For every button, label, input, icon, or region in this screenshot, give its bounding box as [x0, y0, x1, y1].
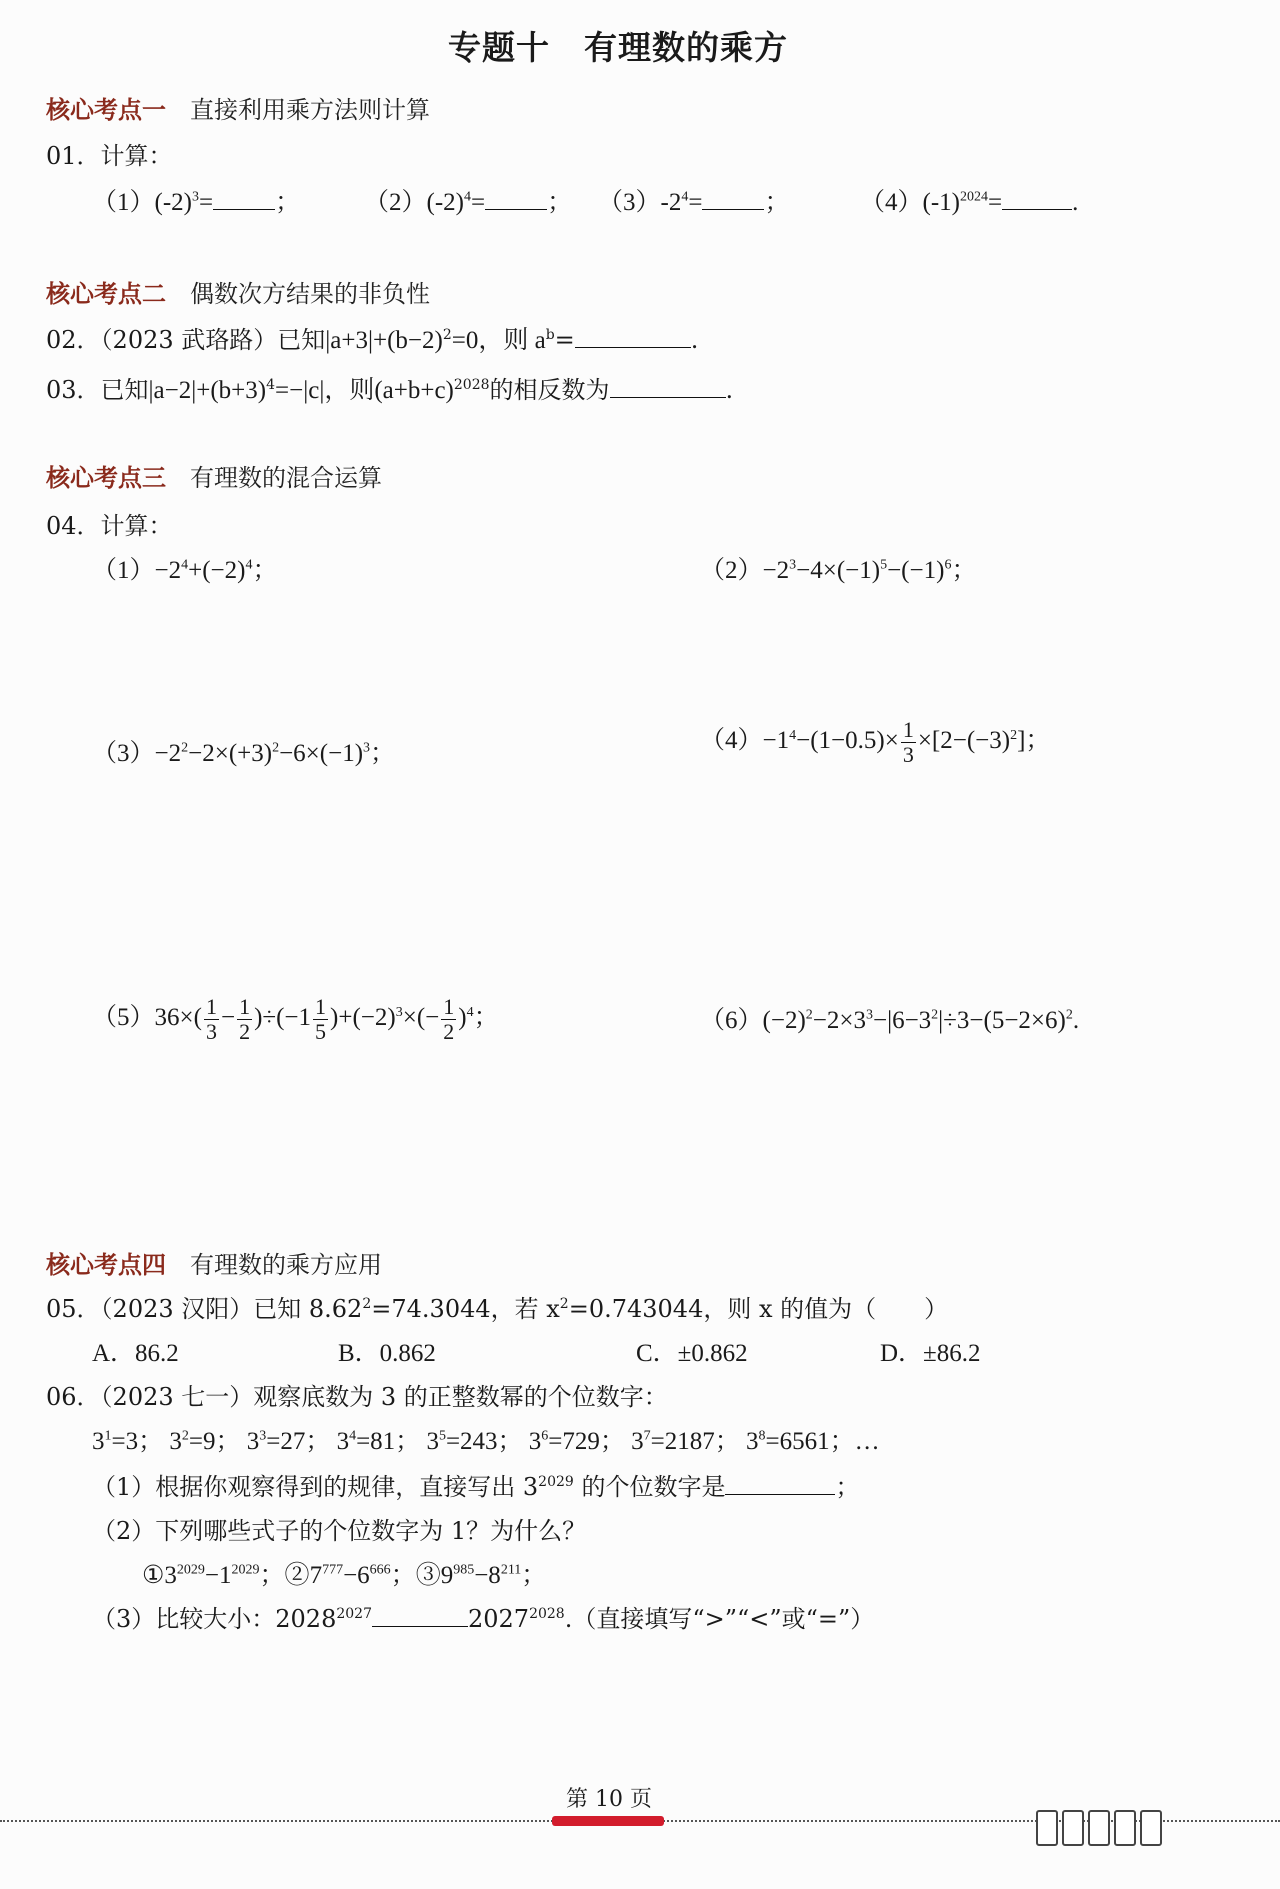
- item-mark: ②: [284, 1562, 310, 1589]
- exponent: 2: [1065, 1007, 1073, 1023]
- fraction: [901, 718, 916, 767]
- punct: ；: [521, 1562, 547, 1589]
- power-value: =6561；…: [765, 1428, 880, 1455]
- denominator: 2: [443, 1019, 455, 1044]
- punct: ；: [951, 557, 977, 584]
- question-source: （2023 七一）: [100, 1383, 254, 1411]
- section-4-label: 核心考点四: [46, 1251, 166, 1279]
- section-3-label: 核心考点三: [46, 464, 166, 492]
- numerator: 1: [315, 994, 327, 1019]
- exponent: 2029: [231, 1562, 260, 1578]
- numerator: 1: [205, 994, 217, 1019]
- item-number: （2）: [364, 189, 427, 216]
- exponent: 2027: [336, 1606, 372, 1622]
- exponent: 8: [758, 1428, 766, 1444]
- fraction: [237, 995, 252, 1044]
- question-text: （3）比较大小：2028: [92, 1605, 337, 1633]
- section-4-heading: [46, 1245, 382, 1280]
- exponent: 4: [181, 557, 189, 573]
- section-3-topic: 有理数的混合运算: [190, 464, 382, 492]
- answer-blank[interactable]: [372, 1604, 468, 1627]
- exponent: 777: [322, 1562, 344, 1578]
- denominator: 3: [205, 1019, 217, 1044]
- exponent: 4: [466, 1004, 474, 1020]
- exponent: 2: [931, 1007, 939, 1023]
- option-c[interactable]: C．±0.862: [636, 1340, 748, 1367]
- punct: ；: [835, 1473, 860, 1501]
- exponent: 3: [192, 189, 199, 205]
- exponent: 4: [245, 557, 253, 573]
- item-number: （1）: [92, 189, 155, 216]
- q04-part-5: [92, 995, 499, 1044]
- question-stem: 计算：: [100, 512, 173, 540]
- item-mark: ③: [415, 1562, 441, 1589]
- exponent: 3: [789, 557, 797, 573]
- question-text: 已知: [277, 326, 326, 354]
- question-text: 的个位数字是: [573, 1473, 726, 1501]
- q01-item-4: $(4)(-1)^{2024}=$ .: [860, 189, 1079, 216]
- exponent: 4: [349, 1428, 357, 1444]
- q04-part-6: [700, 1000, 1079, 1036]
- denominator: 2: [239, 1019, 251, 1044]
- expr: ×[2−(−3): [917, 727, 1011, 755]
- numerator: 1: [239, 994, 251, 1019]
- exponent: 2: [559, 1296, 569, 1312]
- item-number: （3）: [92, 740, 155, 767]
- bookmark-icon: [1088, 1810, 1110, 1846]
- expr: −2: [154, 557, 182, 584]
- question-source: （2023 武珞路）: [100, 326, 278, 354]
- answer-blank[interactable]: [702, 187, 764, 210]
- question-06: [46, 1377, 668, 1412]
- item-number: （4）: [700, 727, 763, 755]
- expr: |a+3|+(b−2): [325, 327, 443, 354]
- expr: −2: [762, 557, 790, 584]
- expr: −2×(+3): [188, 740, 273, 767]
- exponent: 7: [643, 1428, 651, 1444]
- q01-item-1: $(1)(-2)^3=$ ；: [92, 189, 301, 216]
- exponent: 4: [789, 727, 797, 743]
- question-text: 已知: [100, 376, 149, 404]
- exponent: 6: [944, 557, 952, 573]
- exponent: 5: [880, 557, 888, 573]
- power-value: =729；: [548, 1428, 625, 1455]
- exponent: 2029: [538, 1474, 574, 1490]
- option-b[interactable]: B．0.862: [338, 1340, 436, 1367]
- punct: .: [1072, 1007, 1080, 1034]
- footer-red-bar: [552, 1816, 664, 1826]
- expr: −(1−0.5)×: [796, 727, 899, 755]
- question-number: 02．: [46, 326, 101, 354]
- power-value: =2187；: [650, 1428, 740, 1455]
- exponent: 1: [104, 1428, 112, 1444]
- fraction: [441, 995, 456, 1044]
- expr: ]；: [1017, 727, 1051, 755]
- expr: 9: [440, 1562, 454, 1589]
- equals: =: [199, 189, 214, 216]
- exponent: 3: [865, 1007, 873, 1023]
- question-stem: 计算：: [100, 142, 173, 170]
- question-text: （1）根据你观察得到的规律，直接写出 3: [92, 1473, 539, 1501]
- exponent: 985: [453, 1562, 475, 1578]
- expr: =−|c|，则: [275, 377, 375, 404]
- exponent: 2: [805, 1007, 813, 1023]
- q01-item-2: $(2)(-2)^4=$ ；: [364, 189, 573, 216]
- exponent: 2: [272, 740, 280, 756]
- answer-blank[interactable]: [1002, 187, 1072, 210]
- expr: −8: [474, 1562, 501, 1589]
- expr: −|6−3: [872, 1007, 932, 1034]
- answer-blank[interactable]: [610, 375, 726, 398]
- question-text: 已知 8.62: [253, 1295, 363, 1323]
- expr: 36×(: [154, 1004, 202, 1032]
- question-text: .（直接填写“>”“<”或“=”）: [564, 1605, 875, 1633]
- q04-part-3: [92, 733, 395, 769]
- exponent: 2029: [176, 1562, 205, 1578]
- powers-of-3-list: $3^1=3$； $3^2=9$； $3^3=27$； $3^4=81$； $3^5=243$； $3^6=729$； $3^7=2187$； $3^8=6561$；…: [92, 1428, 880, 1455]
- section-4-topic: 有理数的乘方应用: [190, 1251, 382, 1279]
- section-2-topic: 偶数次方结果的非负性: [190, 280, 430, 308]
- punct: ；: [473, 1004, 499, 1032]
- answer-blank[interactable]: [575, 325, 691, 348]
- exponent: 2: [181, 740, 189, 756]
- q04-part-2: [700, 550, 976, 586]
- expr: =0，则 a: [451, 327, 546, 354]
- bookmark-icon: [1036, 1810, 1058, 1846]
- exponent: 3: [259, 1428, 267, 1444]
- question-text: =74.3044，若 x: [371, 1295, 560, 1323]
- expr: )÷(−1: [254, 1004, 312, 1032]
- item-number: （6）: [700, 1007, 763, 1034]
- power-value: =9；: [188, 1428, 241, 1455]
- item-mark: ①: [142, 1562, 165, 1589]
- exponent: 3: [395, 1004, 403, 1020]
- power-value: =3；: [111, 1428, 164, 1455]
- exponent: 2: [181, 1428, 189, 1444]
- question-02: 02．（2023 武珞路）已知$|a+3|+(b-2)^2=0$，则 $a^b=$ .: [46, 326, 699, 354]
- bookmark-icon: [1062, 1810, 1084, 1846]
- expr: −2: [154, 740, 182, 767]
- q06-sub-3: [92, 1599, 874, 1634]
- expr: -2: [660, 189, 682, 216]
- q04-part-1: [92, 550, 278, 586]
- exponent: 2: [362, 1296, 372, 1312]
- denominator: 5: [315, 1019, 327, 1044]
- expr: +(−2): [188, 557, 246, 584]
- expr: −(−1): [887, 557, 945, 584]
- question-source: （2023 汉阳）: [100, 1295, 254, 1323]
- punct: ；: [370, 740, 396, 767]
- question-number: 03．: [46, 376, 101, 404]
- exponent: 4: [464, 189, 471, 205]
- exponent: b: [545, 327, 555, 343]
- item-number: （2）: [700, 557, 763, 584]
- fraction: [313, 995, 328, 1044]
- question-03: 03．已知$|a-2|+(b+3)^4=-|c|$，则$(a+b+c)^{2028}$的相反数为 .: [46, 376, 734, 404]
- question-number: 04．: [46, 512, 101, 540]
- exponent: 2: [442, 327, 452, 343]
- exponent: 6: [541, 1428, 549, 1444]
- expr: (−2): [762, 1007, 806, 1034]
- exponent: 2: [1010, 727, 1018, 743]
- expr: (-2): [426, 189, 464, 216]
- bookmark-icon: [1114, 1810, 1136, 1846]
- equals: =: [554, 326, 575, 354]
- denominator: 3: [902, 742, 914, 767]
- expr: ×(−: [402, 1004, 440, 1032]
- expr: −4×(−1): [796, 557, 881, 584]
- option-d[interactable]: D．±86.2: [880, 1340, 981, 1367]
- exponent: 2028: [529, 1606, 565, 1622]
- q06-sub-1: [92, 1467, 859, 1502]
- page-number: 第 10 页: [566, 1787, 652, 1812]
- question-01: [46, 136, 173, 171]
- exponent: 2028: [453, 377, 490, 393]
- question-number: 06．: [46, 1383, 101, 1411]
- section-3-heading: [46, 458, 382, 493]
- expr: |a−2|+(b+3): [148, 377, 267, 404]
- question-text: =0.743044，则 x 的值为（ ）: [568, 1295, 949, 1323]
- expr: (-2): [154, 189, 192, 216]
- expr: 7: [309, 1562, 323, 1589]
- numerator: 1: [443, 994, 455, 1019]
- question-number: 01．: [46, 142, 101, 170]
- exponent: 211: [500, 1562, 522, 1578]
- expr: −2×3: [812, 1007, 866, 1034]
- exponent: 3: [363, 740, 371, 756]
- expr: −1: [762, 727, 790, 755]
- exponent: 4: [681, 189, 689, 205]
- equals: =: [471, 189, 486, 216]
- page-title: 专题十 有理数的乘方: [448, 28, 788, 67]
- q04-part-4: [700, 718, 1050, 767]
- exponent: 666: [369, 1562, 391, 1578]
- exponent: 5: [438, 1428, 446, 1444]
- expr: −6×(−1): [279, 740, 364, 767]
- q01-item-3: $(3)-2^4=$ ；: [598, 189, 790, 216]
- item-number: （3）: [598, 189, 661, 216]
- exponent: 4: [266, 377, 276, 393]
- expr: −: [220, 1004, 236, 1032]
- equals: =: [988, 189, 1003, 216]
- item-number: （5）: [92, 1004, 155, 1032]
- expr: 2027: [468, 1605, 530, 1633]
- q06-sub-2: （2）下列哪些式子的个位数字为 1？为什么？: [92, 1517, 587, 1545]
- answer-blank[interactable]: [213, 187, 275, 210]
- power-value: =81；: [356, 1428, 421, 1455]
- question-text: 的相反数为: [489, 376, 610, 404]
- answer-blank[interactable]: [725, 1472, 835, 1495]
- expr: −6: [343, 1562, 370, 1589]
- expr: |÷3−(5−2×6): [938, 1007, 1066, 1034]
- question-number: 05．: [46, 1295, 101, 1323]
- question-05: [46, 1289, 948, 1324]
- answer-blank[interactable]: [485, 187, 547, 210]
- item-number: （1）: [92, 557, 155, 584]
- expr: )+(−2): [330, 1004, 396, 1032]
- punct: ；: [259, 1562, 285, 1589]
- fraction: [204, 995, 219, 1044]
- power-value: =27；: [266, 1428, 331, 1455]
- expr: (-1): [922, 189, 960, 216]
- punct: ；: [390, 1562, 416, 1589]
- equals: =: [688, 189, 703, 216]
- expr: −1: [204, 1562, 232, 1589]
- power-value: =243；: [445, 1428, 523, 1455]
- section-1-label: 核心考点一: [46, 96, 166, 124]
- numerator: 1: [902, 717, 914, 742]
- question-text: 观察底数为 3 的正整数幂的个位数字：: [253, 1383, 668, 1411]
- section-2-heading: [46, 274, 430, 309]
- expr: ): [458, 1004, 467, 1032]
- item-number: （4）: [860, 189, 923, 216]
- expr: (a+b+c): [374, 377, 454, 404]
- section-1-heading: [46, 90, 430, 125]
- punct: ；: [252, 557, 278, 584]
- question-04: [46, 506, 173, 541]
- exponent: 2024: [960, 189, 988, 205]
- bookmark-icon: [1140, 1810, 1162, 1846]
- section-2-label: 核心考点二: [46, 280, 166, 308]
- option-a[interactable]: A．86.2: [92, 1340, 179, 1367]
- q06-sub-2-items: [142, 1555, 546, 1591]
- section-1-topic: 直接利用乘方法则计算: [190, 96, 430, 124]
- expr: 3: [164, 1562, 177, 1589]
